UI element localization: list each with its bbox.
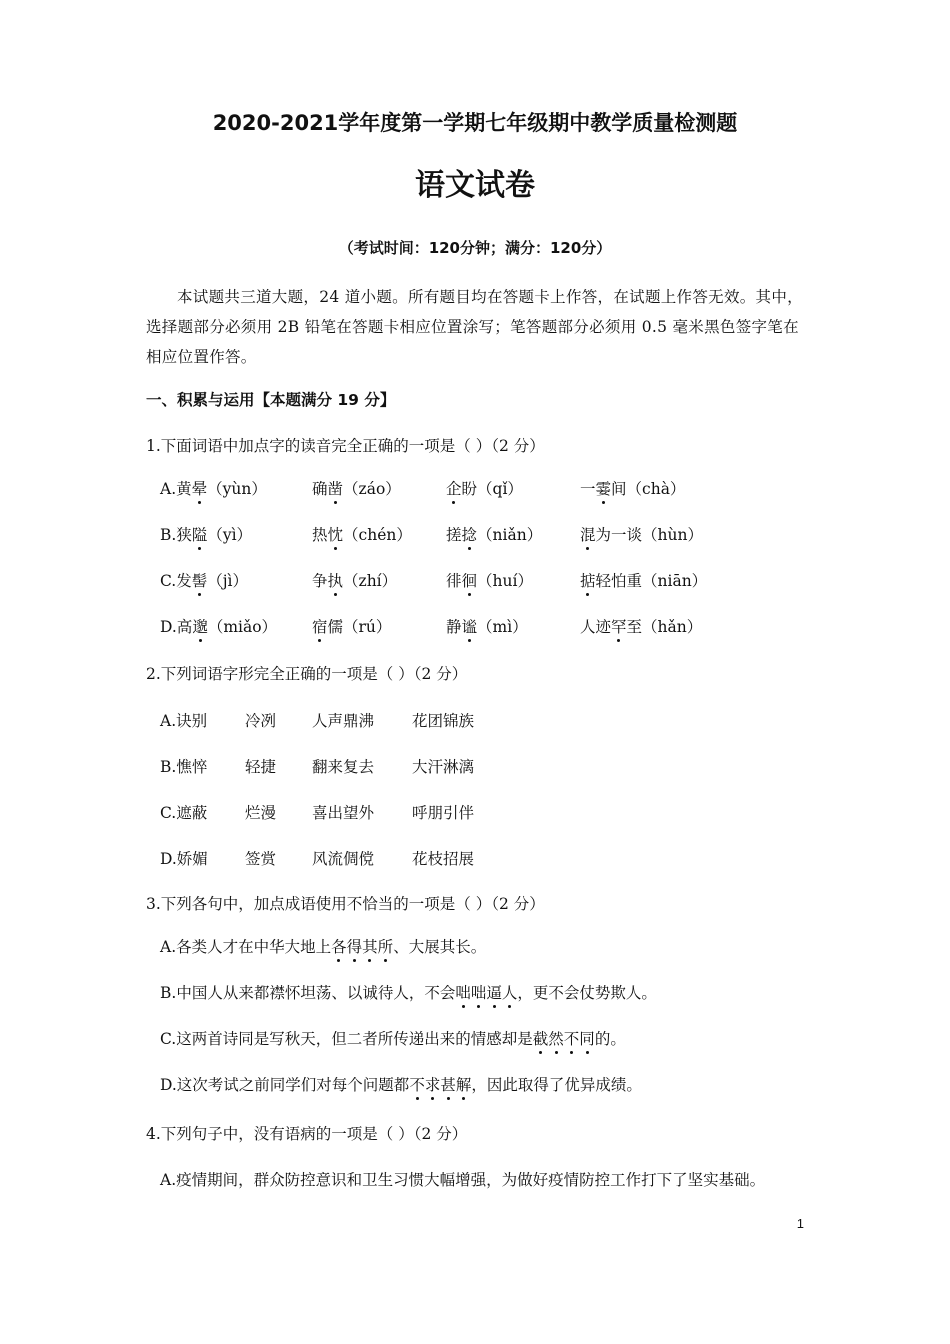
q2-option-cell: 人声鼎沸 (312, 712, 375, 730)
q1-option-text: 一霎间（chà） (580, 480, 686, 498)
q1-option-text: 确凿（záo） (312, 480, 401, 498)
q2-option-cell: 喜出望外 (312, 804, 375, 822)
q1-option-cell (160, 477, 267, 499)
q1-option-text: B.狭隘（yì） (160, 526, 253, 544)
emphasis-dot-char: 得 (346, 938, 363, 956)
q1-option-cell (580, 477, 685, 499)
q3-option-text: D.这次考试之前同学们对每个问题都不求甚解，因此取得了优异成绩。 (160, 1076, 642, 1094)
emphasis-dot-char: 逼 (486, 984, 502, 1002)
q1-option-text: 争执（zhí） (312, 572, 398, 590)
emphasis-dot-char: 不 (563, 1030, 580, 1048)
q3-option-text: B.中国人从来都襟怀坦荡、以诚待人，不会咄咄逼人，更不会仗势欺人。 (160, 984, 657, 1002)
q1-option-cell (580, 615, 702, 637)
subject-title: 语文试卷 (415, 168, 535, 203)
exam-info: （考试时间：120分钟；满分：120分） (338, 239, 612, 257)
page-number: 1 (796, 1216, 804, 1231)
q1-option-cell (160, 569, 248, 591)
q3-option-line (160, 1073, 642, 1095)
q1-option-text: 企盼（qǐ） (446, 480, 523, 498)
q1-option-cell (312, 569, 397, 591)
q3-option-line (160, 981, 657, 1003)
emphasis-dot-char: 咄 (470, 984, 487, 1002)
q1-option-cell (446, 615, 528, 637)
q1-option-text: D.高邈（miǎo） (160, 618, 278, 636)
emphasis-dot-char: 咄 (455, 984, 471, 1002)
q2-option-cell: 花团锦族 (412, 712, 475, 730)
q1-option-text: 徘徊（huí） (446, 572, 533, 590)
q2-option-cell: 轻捷 (245, 758, 277, 776)
emphasis-dot-char: 凿 (327, 480, 344, 498)
q1-option-cell (446, 569, 533, 591)
emphasis-dot-char: 执 (327, 572, 344, 590)
emphasis-dot-char: 隘 (191, 526, 208, 544)
emphasis-dot-char: 同 (579, 1030, 595, 1048)
emphasis-dot-char: 解 (455, 1076, 472, 1094)
emphasis-dot-char: 截 (532, 1030, 549, 1048)
emphasis-dot-char: 霎 (595, 480, 612, 498)
q3-option-text: C.这两首诗同是写秋天，但二者所传递出来的情感却是截然不同的。 (160, 1030, 626, 1048)
emphasis-dot-char: 掂 (580, 572, 596, 590)
q1-option-text: 混为一谈（hùn） (580, 526, 703, 544)
q1-option-text: 热忱（chén） (312, 526, 412, 544)
q1-option-cell (580, 523, 703, 545)
question-3-stem: 3.下列各句中，加点成语使用不恰当的一项是（ ）（2 分） (146, 895, 545, 913)
emphasis-dot-char: 人 (501, 984, 518, 1002)
emphasis-dot-char: 髻 (191, 572, 208, 590)
q1-option-text: C.发髻（jì） (160, 572, 249, 590)
emphasis-dot-char: 谧 (461, 618, 478, 636)
emphasis-dot-char: 求 (424, 1076, 441, 1094)
q1-option-text: 宿儒（rú） (312, 618, 392, 636)
q1-option-text: A.黄晕（yùn） (160, 480, 267, 498)
q2-option-cell: 冷冽 (245, 712, 277, 730)
q2-option-cell: 翻来复去 (312, 758, 375, 776)
q1-option-cell (160, 523, 252, 545)
q1-option-cell (312, 523, 412, 545)
question-2-stem: 2.下列词语字形完全正确的一项是（ ）（2 分） (146, 665, 468, 683)
q2-option-cell: 呼朋引伴 (412, 804, 475, 822)
q3-option-text: A.各类人才在中华大地上各得其所、大展其长。 (160, 938, 487, 956)
q2-option-cell: 烂漫 (245, 804, 277, 822)
q2-option-cell: 花枝招展 (412, 850, 475, 868)
emphasis-dot-char: 徊 (461, 572, 478, 590)
q1-option-cell (446, 523, 542, 545)
emphasis-dot-char: 混 (580, 526, 596, 544)
emphasis-dot-char: 邈 (192, 618, 208, 636)
emphasis-dot-char: 各 (331, 938, 347, 956)
q2-option-cell: B.憔悴 (160, 758, 208, 776)
q1-option-cell (312, 615, 391, 637)
q2-option-cell: C.遮蔽 (160, 804, 208, 822)
q2-option-cell: 签赏 (245, 850, 277, 868)
q1-option-text: 人迹罕至（hǎn） (580, 618, 703, 636)
q1-option-text: 静谧（mì） (446, 618, 528, 636)
emphasis-dot-char: 不 (409, 1076, 425, 1094)
document-title: 2020-2021学年度第一学期七年级期中教学质量检测题 (212, 111, 738, 135)
emphasis-dot-char: 然 (548, 1030, 564, 1048)
emphasis-dot-char: 晕 (191, 480, 208, 498)
emphasis-dot-char: 宿 (312, 618, 328, 636)
emphasis-dot-char: 罕 (611, 618, 627, 636)
emphasis-dot-char: 企 (446, 480, 462, 498)
emphasis-dot-char: 捻 (461, 526, 478, 544)
emphasis-dot-char: 所 (377, 938, 394, 956)
q1-option-cell (160, 615, 277, 637)
q1-option-cell (312, 477, 401, 499)
q2-option-cell: D.娇媚 (160, 850, 208, 868)
q1-option-text: 搓捻（niǎn） (446, 526, 543, 544)
emphasis-dot-char: 其 (362, 938, 378, 956)
emphasis-dot-char: 甚 (440, 1076, 456, 1094)
q1-option-cell (446, 477, 523, 499)
q2-option-cell: 风流倜傥 (312, 850, 375, 868)
section-heading: 一、积累与运用【本题满分 19 分】 (146, 391, 396, 409)
question-1-stem: 1.下面词语中加点字的读音完全正确的一项是（ ）（2 分） (146, 437, 545, 455)
emphasis-dot-char: 忱 (327, 526, 344, 544)
instructions: 本试题共三道大题，24 道小题。所有题目均在答题卡上作答，在试题上作答无效。其中，选择题部分必须用 2B 铅笔在答题卡相应位置涂写；笔答题部分必须用 0.5 毫米黑色签字笔在相应位置作答。 (146, 288, 803, 366)
q2-option-cell: 大汗淋漓 (412, 758, 475, 776)
question-4-option-a: A.疫情期间，群众防控意识和卫生习惯大幅增强，为做好疫情防控工作打下了坚实基础。 (160, 1171, 766, 1189)
q2-option-cell: A.诀别 (160, 712, 208, 730)
q3-option-line (160, 1027, 626, 1049)
q1-option-cell (580, 569, 707, 591)
q3-option-line (160, 935, 486, 957)
q1-option-text: 掂轻怕重（niān） (580, 572, 708, 590)
question-4-stem: 4.下列句子中，没有语病的一项是（ ）（2 分） (146, 1125, 468, 1143)
